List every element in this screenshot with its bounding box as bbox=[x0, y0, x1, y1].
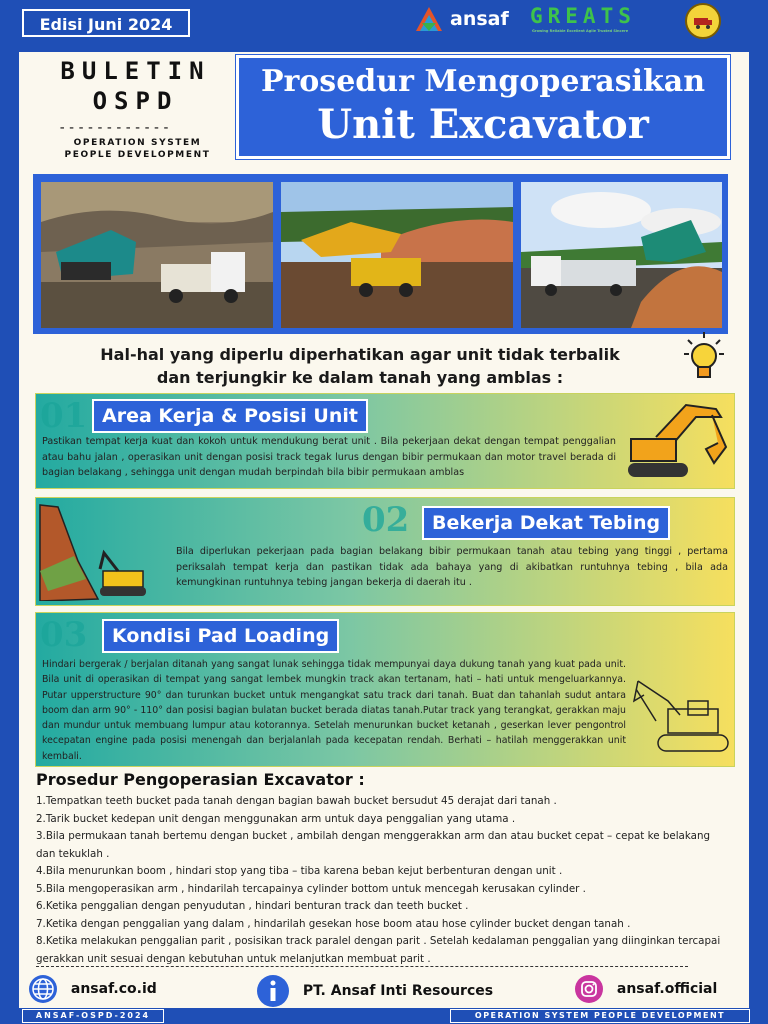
section-heading: Kondisi Pad Loading bbox=[102, 619, 339, 653]
lightbulb-icon bbox=[682, 330, 726, 382]
procedure-item: 6.Ketika penggalian dengan penyudutan , hindari benturan track dan teeth bucket . bbox=[36, 900, 469, 912]
website-text: ansaf.co.id bbox=[70, 981, 157, 997]
footer-divider bbox=[36, 966, 688, 967]
section-body: Pastikan tempat kerja kuat dan kokoh untuk mendukung berat unit . Bila pekerjaan dekat dengan tempat penggalian atau bahu jalan , operasikan unit dengan posisi track tegak lurus dengan bibir permukaan dan motor travel berada di bagian belakang , sehingga unit dengan mudah berpindah bila bibir permukaan amblas bbox=[42, 436, 616, 478]
footer-tag-right: OPERATION SYSTEM PEOPLE DEVELOPMENT bbox=[450, 1009, 750, 1023]
procedure-item: 5.Bila mengoperasikan arm , hindarilah tercapainya cylinder bottom untuk mencegah kerusakan cylinder . bbox=[36, 882, 586, 895]
excavator-photo-image bbox=[281, 182, 513, 328]
procedure-item: 1.Tempatkan teeth bucket pada tanah dengan bagian bawah bucket bersudut 45 derajat dari tanah . bbox=[36, 795, 557, 807]
procedure-item: 3.Bila permukaan tanah bertemu dengan bucket , ambilah dengan menggerakkan arm dan atau bucket cepat – cepat ke belakang dan tekuklah . bbox=[36, 830, 711, 860]
cliff-excavator-icon bbox=[38, 501, 158, 601]
edition-badge: Edisi Juni 2024 bbox=[22, 9, 190, 37]
section-headline bbox=[60, 343, 660, 389]
truck-badge-icon bbox=[687, 5, 719, 37]
footer-instagram[interactable] bbox=[574, 974, 717, 1004]
bulletin-title-line1: BULETIN bbox=[60, 57, 211, 85]
section-number: 01 bbox=[40, 396, 88, 436]
headline-line2: dan terjungkir ke dalam tanah yang amblas : bbox=[156, 368, 564, 387]
globe-icon bbox=[28, 974, 58, 1004]
photo-strip bbox=[33, 174, 728, 334]
section-number: 03 bbox=[40, 615, 88, 655]
procedure-item: 8.Ketika melakukan penggalian parit , posisikan track paralel dengan parit . Setelah kedalaman penggalian yang diinginkan tercapai gerakkan unit sesuai dengan kebutuhan untuk melanjutkan membuat parit . bbox=[36, 935, 721, 965]
excavator-outline-icon bbox=[628, 671, 732, 761]
bulletin-subtitle bbox=[50, 137, 225, 161]
safety-badge-logo bbox=[685, 3, 721, 39]
section-body: Bila diperlukan pekerjaan pada bagian belakang bibir permukaan tanah atau tebing yang tinggi , pertama periksalah tempat kerja dan pastikan tidak ada bahaya yang di akibatkan runtuhnya tebing , bila ada kemungkinan runtuhnya tebing jangan bekerja di daerah itu . bbox=[176, 546, 728, 588]
page-title-line2: Unit Excavator bbox=[317, 101, 649, 148]
bulletin-subtitle-line2: PEOPLE DEVELOPMENT bbox=[64, 150, 211, 160]
procedure-item: 4.Bila menurunkan boom , hindari stop yang tiba – tiba karena beban kejut berbenturan dengan unit . bbox=[36, 865, 563, 877]
section-body: Hindari bergerak / berjalan ditanah yang sangat lunak sehingga tidak mempunyai daya dukung tanah yang kuat pada unit. Bila unit di operasikan di tempat yang sangat lembek mungkin track akan tertanam, hati – hati untuk mengeluarkannya. Putar upperstructure 90° dan turunkan bucket untuk mengangkat satu track dari tanah. Buat dan tahanlah sudut antara boom dan arm 90° - 110° dan posisi bagian bulatan bucket berada diatas tanah.Putar track yang terangkat, gerakkan maju dan mundur untuk membuang lumpur atau kotorannya. Setelah menurunkan bucket ketanah , geserkan lever pengontrol kecepatan engine pada posisi menengah dan berjalanlah pada kecepatan rendah. Berhati – hatilah menggerakkan unit kembali. bbox=[42, 659, 626, 762]
ansaf-logo-text: ansaf bbox=[450, 8, 509, 30]
greats-logo-text: GREATS bbox=[530, 4, 636, 28]
procedure-title: Prosedur Pengoperasian Excavator : bbox=[36, 770, 365, 789]
bulletin-title-line2: OSPD bbox=[92, 87, 179, 115]
photo-excavator-loading-1 bbox=[41, 182, 273, 328]
photo-excavator-loading-3 bbox=[521, 182, 722, 328]
bulletin-divider: ------------ bbox=[58, 120, 172, 136]
excavator-photo-image bbox=[41, 182, 273, 328]
headline-line1: Hal-hal yang diperlu diperhatikan agar unit tidak terbalik bbox=[100, 345, 620, 364]
instagram-icon bbox=[574, 974, 604, 1004]
footer-company bbox=[256, 974, 493, 1008]
bulletin-subtitle-line1: OPERATION SYSTEM bbox=[73, 138, 202, 148]
info-icon bbox=[256, 974, 290, 1008]
section-02 bbox=[35, 497, 735, 606]
page-title-line1: Prosedur Mengoperasikan bbox=[260, 64, 706, 99]
footer-tag-left: ANSAF-OSPD-2024 bbox=[22, 1009, 164, 1023]
excavator-icon bbox=[626, 397, 734, 487]
section-01 bbox=[35, 393, 735, 489]
greats-logo-subtext: Growing Reliable Excellent Agile Trusted Sincere bbox=[532, 29, 629, 33]
instagram-text: ansaf.official bbox=[616, 981, 718, 997]
greats-logo bbox=[530, 6, 666, 38]
procedure-item: 2.Tarik bucket kedepan unit dengan menggunakan arm untuk daya penggalian yang utama . bbox=[36, 812, 516, 825]
footer-website[interactable] bbox=[28, 974, 157, 1004]
ansaf-logo bbox=[414, 4, 509, 36]
procedure-list bbox=[36, 793, 726, 968]
procedure-item: 7.Ketika dengan penggalian yang dalam , hindarilah gesekan hose boom atau hose cylinder bucket dengan tanah . bbox=[36, 917, 631, 930]
page-title bbox=[236, 55, 730, 159]
section-heading: Area Kerja & Posisi Unit bbox=[92, 399, 368, 433]
company-text: PT. Ansaf Inti Resources bbox=[302, 983, 494, 999]
photo-excavator-loading-2 bbox=[281, 182, 513, 328]
excavator-photo-image bbox=[521, 182, 722, 328]
section-03 bbox=[35, 612, 735, 767]
bulletin-title bbox=[48, 56, 223, 116]
ansaf-logo-icon bbox=[414, 5, 444, 35]
section-number: 02 bbox=[362, 500, 410, 540]
section-heading: Bekerja Dekat Tebing bbox=[422, 506, 670, 540]
